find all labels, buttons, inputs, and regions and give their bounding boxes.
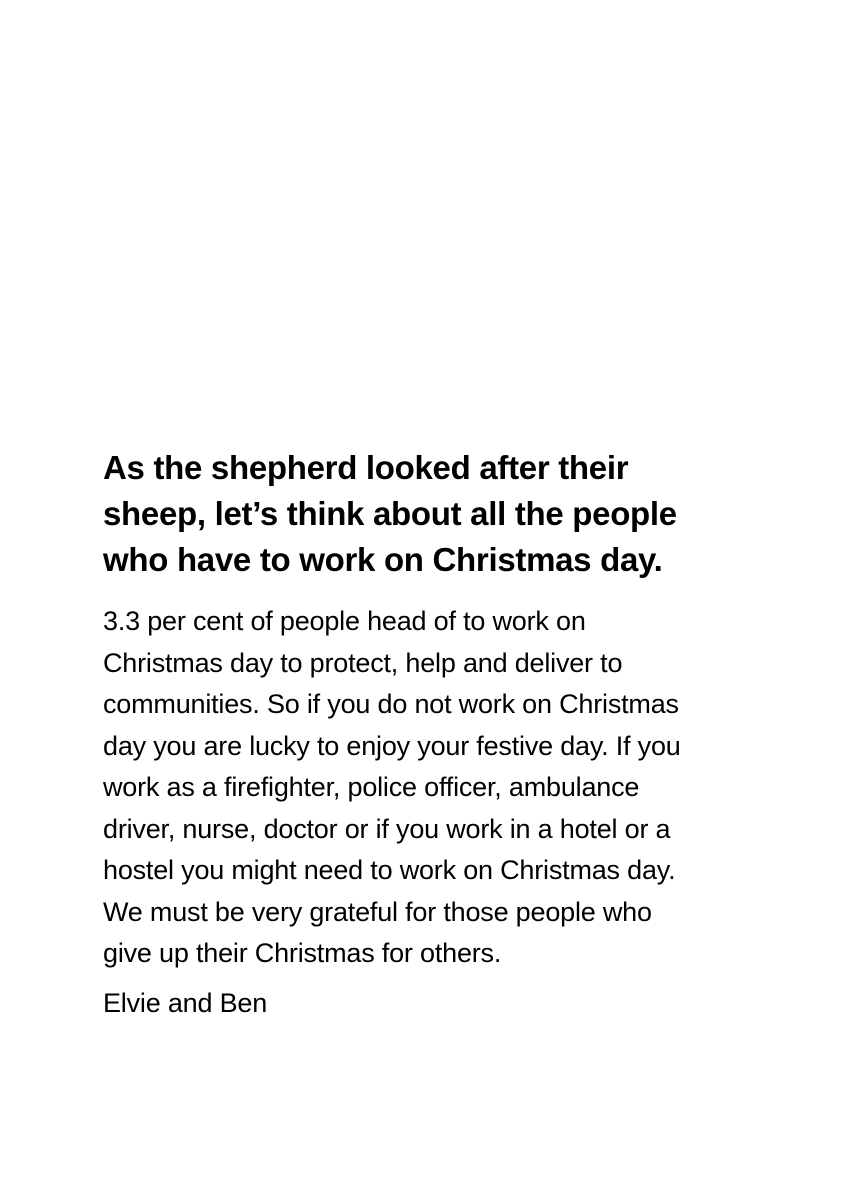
- heading-line: who have to work on Christmas day.: [103, 541, 663, 578]
- body-line: give up their Christmas for others.: [103, 938, 502, 968]
- body-line: day you are lucky to enjoy your festive day. If you: [103, 730, 681, 761]
- body-line: driver, nurse, doctor or if you work in a hotel or a: [103, 813, 671, 844]
- body-line: We must be very grateful for those people who: [103, 896, 652, 927]
- document-heading: [103, 445, 763, 583]
- body-paragraph: [103, 601, 763, 975]
- document-page: [103, 445, 763, 1024]
- body-line: communities. So if you do not work on Christmas: [103, 689, 679, 719]
- body-line: work as a firefighter, police officer, ambulance: [103, 772, 640, 802]
- signature: Elvie and Ben: [103, 987, 268, 1018]
- heading-line: As the shepherd looked after their: [103, 449, 629, 486]
- body-line: 3.3 per cent of people head of to work on: [103, 606, 586, 636]
- heading-line: sheep, let’s think about all the people: [103, 495, 677, 532]
- body-line: hostel you might need to work on Christmas day.: [103, 855, 676, 885]
- body-line: Christmas day to protect, help and deliver to: [103, 647, 623, 678]
